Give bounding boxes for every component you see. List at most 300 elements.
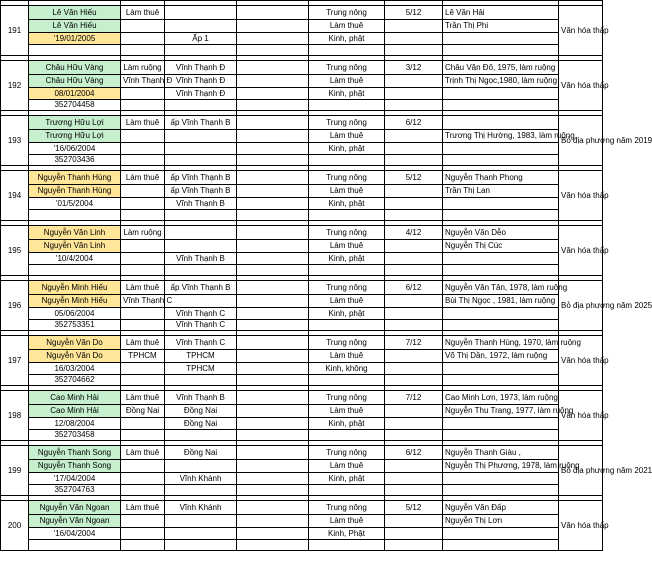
name-cell[interactable]: 352704763 (29, 485, 121, 496)
parent-cell[interactable] (443, 198, 559, 210)
address-cell[interactable]: Vĩnh Thạnh Đ (165, 88, 237, 100)
note-cell[interactable]: Văn hóa thấp (559, 501, 603, 551)
status-cell[interactable] (309, 45, 385, 56)
address-cell[interactable]: Vĩnh Thạnh Đ (165, 75, 237, 88)
status-cell[interactable]: Làm thuê (309, 240, 385, 253)
parent-cell[interactable]: Trương Thị Hường, 1983, làm ruộng (443, 130, 559, 143)
parent-cell[interactable]: Võ Thị Dần, 1972, làm ruộng (443, 350, 559, 363)
record-number-cell[interactable]: 195 (1, 226, 29, 276)
month-cell[interactable] (385, 45, 443, 56)
name-cell[interactable] (29, 265, 121, 276)
parent-cell[interactable]: Nguyễn Văn Đấp (443, 501, 559, 515)
month-cell[interactable] (385, 155, 443, 166)
month-cell[interactable]: 7/12 (385, 336, 443, 350)
address-cell[interactable]: Đồng Nai (165, 418, 237, 430)
address-cell[interactable]: Vĩnh Thạnh B (165, 253, 237, 265)
status-cell[interactable]: Kinh, Phật (309, 528, 385, 540)
parent-cell[interactable] (443, 308, 559, 320)
note-cell[interactable]: Văn hóa thấp (559, 171, 603, 221)
occupation-cell[interactable] (121, 540, 165, 551)
blank-cell[interactable] (237, 100, 309, 111)
status-cell[interactable]: Trung nông (309, 171, 385, 185)
occupation-cell[interactable]: Làm thuê (121, 171, 165, 185)
name-cell[interactable]: Châu Hữu Vàng (29, 75, 121, 88)
status-cell[interactable]: Kinh, phật (309, 88, 385, 100)
address-cell[interactable] (165, 20, 237, 33)
parent-cell[interactable]: Nguyễn Thị Phương, 1978, làm ruộng (443, 460, 559, 473)
month-cell[interactable] (385, 265, 443, 276)
status-cell[interactable]: Trung nông (309, 391, 385, 405)
occupation-cell[interactable]: Vĩnh Thạnh Đ (121, 75, 165, 88)
name-cell[interactable]: Nguyễn Thanh Hùng (29, 185, 121, 198)
record-number-cell[interactable]: 194 (1, 171, 29, 221)
status-cell[interactable] (309, 375, 385, 386)
occupation-cell[interactable] (121, 418, 165, 430)
blank-cell[interactable] (237, 418, 309, 430)
occupation-cell[interactable] (121, 515, 165, 528)
parent-cell[interactable]: Nguyễn Thị Cúc (443, 240, 559, 253)
status-cell[interactable] (309, 100, 385, 111)
blank-cell[interactable] (237, 198, 309, 210)
name-cell[interactable]: 12/08/2004 (29, 418, 121, 430)
name-cell[interactable]: 16/03/2004 (29, 363, 121, 375)
name-cell[interactable]: 08/01/2004 (29, 88, 121, 100)
name-cell[interactable]: Châu Hữu Vàng (29, 61, 121, 75)
occupation-cell[interactable] (121, 320, 165, 331)
occupation-cell[interactable]: TPHCM (121, 350, 165, 363)
name-cell[interactable]: Nguyễn Văn Ngoan (29, 515, 121, 528)
parent-cell[interactable]: Trịnh Thị Ngọc,1980, làm ruộng (443, 75, 559, 88)
record-number-cell[interactable]: 192 (1, 61, 29, 111)
parent-cell[interactable] (443, 33, 559, 45)
status-cell[interactable] (309, 540, 385, 551)
month-cell[interactable] (385, 210, 443, 221)
parent-cell[interactable] (443, 320, 559, 331)
record-number-cell[interactable]: 200 (1, 501, 29, 551)
blank-cell[interactable] (237, 33, 309, 45)
month-cell[interactable] (385, 143, 443, 155)
name-cell[interactable]: Nguyễn Văn Linh (29, 240, 121, 253)
name-cell[interactable] (29, 210, 121, 221)
status-cell[interactable]: Làm thuê (309, 130, 385, 143)
address-cell[interactable]: Vĩnh Thạnh C (165, 320, 237, 331)
name-cell[interactable]: 05/06/2004 (29, 308, 121, 320)
blank-cell[interactable] (237, 391, 309, 405)
status-cell[interactable] (309, 265, 385, 276)
status-cell[interactable]: Trung nông (309, 61, 385, 75)
parent-cell[interactable] (443, 485, 559, 496)
blank-cell[interactable] (237, 155, 309, 166)
name-cell[interactable]: 352704662 (29, 375, 121, 386)
occupation-cell[interactable]: Làm thuê (121, 336, 165, 350)
status-cell[interactable]: Làm thuê (309, 460, 385, 473)
month-cell[interactable] (385, 418, 443, 430)
parent-cell[interactable]: Lê Văn Hải (443, 6, 559, 20)
blank-cell[interactable] (237, 405, 309, 418)
month-cell[interactable] (385, 320, 443, 331)
month-cell[interactable] (385, 88, 443, 100)
month-cell[interactable] (385, 240, 443, 253)
occupation-cell[interactable]: Làm thuê (121, 6, 165, 20)
note-cell[interactable]: Văn hóa thấp (559, 391, 603, 441)
occupation-cell[interactable]: Vĩnh Thạnh C (121, 295, 165, 308)
address-cell[interactable] (165, 155, 237, 166)
parent-cell[interactable] (443, 253, 559, 265)
blank-cell[interactable] (237, 295, 309, 308)
month-cell[interactable] (385, 20, 443, 33)
address-cell[interactable]: ấp Vĩnh Thạnh B (165, 171, 237, 185)
address-cell[interactable] (165, 226, 237, 240)
address-cell[interactable] (165, 100, 237, 111)
month-cell[interactable] (385, 185, 443, 198)
blank-cell[interactable] (237, 446, 309, 460)
status-cell[interactable] (309, 430, 385, 441)
occupation-cell[interactable] (121, 155, 165, 166)
status-cell[interactable]: Làm thuê (309, 515, 385, 528)
parent-cell[interactable] (443, 155, 559, 166)
status-cell[interactable]: Kinh, phật (309, 473, 385, 485)
status-cell[interactable]: Kinh, phật (309, 33, 385, 45)
address-cell[interactable]: ấp Vĩnh Thạnh B (165, 281, 237, 295)
address-cell[interactable] (165, 485, 237, 496)
note-cell[interactable]: Văn hóa thấp (559, 226, 603, 276)
occupation-cell[interactable] (121, 185, 165, 198)
name-cell[interactable]: Nguyễn Văn Do (29, 350, 121, 363)
name-cell[interactable]: 352703436 (29, 155, 121, 166)
address-cell[interactable]: ấp Vĩnh Thạnh B (165, 116, 237, 130)
occupation-cell[interactable] (121, 430, 165, 441)
blank-cell[interactable] (237, 336, 309, 350)
blank-cell[interactable] (237, 485, 309, 496)
status-cell[interactable]: Kinh, phật (309, 253, 385, 265)
parent-cell[interactable]: Nguyễn Văn Dễo (443, 226, 559, 240)
status-cell[interactable]: Trung nông (309, 281, 385, 295)
month-cell[interactable]: 6/12 (385, 116, 443, 130)
month-cell[interactable] (385, 295, 443, 308)
month-cell[interactable]: 6/12 (385, 281, 443, 295)
month-cell[interactable]: 3/12 (385, 61, 443, 75)
occupation-cell[interactable] (121, 473, 165, 485)
name-cell[interactable] (29, 540, 121, 551)
blank-cell[interactable] (237, 460, 309, 473)
parent-cell[interactable] (443, 430, 559, 441)
parent-cell[interactable]: Châu Văn Đô, 1975, làm ruộng (443, 61, 559, 75)
address-cell[interactable] (165, 45, 237, 56)
address-cell[interactable] (165, 375, 237, 386)
blank-cell[interactable] (237, 253, 309, 265)
address-cell[interactable] (165, 210, 237, 221)
name-cell[interactable]: 352704458 (29, 100, 121, 111)
address-cell[interactable] (165, 515, 237, 528)
month-cell[interactable] (385, 485, 443, 496)
blank-cell[interactable] (237, 320, 309, 331)
occupation-cell[interactable]: Làm thuê (121, 501, 165, 515)
blank-cell[interactable] (237, 210, 309, 221)
status-cell[interactable]: Kinh, phật (309, 308, 385, 320)
name-cell[interactable]: '01/5/2004 (29, 198, 121, 210)
address-cell[interactable]: Đồng Nai (165, 405, 237, 418)
month-cell[interactable] (385, 473, 443, 485)
month-cell[interactable] (385, 33, 443, 45)
name-cell[interactable]: Lê Văn Hiếu (29, 6, 121, 20)
name-cell[interactable]: Lê Văn Hiếu (29, 20, 121, 33)
address-cell[interactable] (165, 430, 237, 441)
occupation-cell[interactable] (121, 100, 165, 111)
blank-cell[interactable] (237, 143, 309, 155)
month-cell[interactable]: 6/12 (385, 446, 443, 460)
address-cell[interactable] (165, 130, 237, 143)
parent-cell[interactable] (443, 528, 559, 540)
blank-cell[interactable] (237, 240, 309, 253)
month-cell[interactable] (385, 460, 443, 473)
address-cell[interactable]: Vĩnh Thạnh Đ (165, 61, 237, 75)
month-cell[interactable] (385, 540, 443, 551)
record-number-cell[interactable]: 196 (1, 281, 29, 331)
parent-cell[interactable]: Nguyễn Văn Tân, 1978, làm ruộng (443, 281, 559, 295)
status-cell[interactable]: Trung nông (309, 226, 385, 240)
blank-cell[interactable] (237, 171, 309, 185)
status-cell[interactable]: Làm thuê (309, 185, 385, 198)
note-cell[interactable]: Văn hóa thấp (559, 336, 603, 386)
status-cell[interactable]: Làm thuê (309, 405, 385, 418)
occupation-cell[interactable]: Làm thuê (121, 446, 165, 460)
parent-cell[interactable] (443, 418, 559, 430)
occupation-cell[interactable]: Đồng Nai (121, 405, 165, 418)
blank-cell[interactable] (237, 226, 309, 240)
name-cell[interactable]: '16/04/2004 (29, 528, 121, 540)
address-cell[interactable] (165, 265, 237, 276)
status-cell[interactable] (309, 320, 385, 331)
name-cell[interactable]: '10/4/2004 (29, 253, 121, 265)
blank-cell[interactable] (237, 350, 309, 363)
parent-cell[interactable] (443, 265, 559, 276)
month-cell[interactable] (385, 375, 443, 386)
note-cell[interactable]: Bỏ địa phương năm 2019 (559, 116, 603, 166)
occupation-cell[interactable] (121, 20, 165, 33)
address-cell[interactable] (165, 540, 237, 551)
month-cell[interactable] (385, 308, 443, 320)
parent-cell[interactable] (443, 210, 559, 221)
record-number-cell[interactable]: 198 (1, 391, 29, 441)
blank-cell[interactable] (237, 540, 309, 551)
month-cell[interactable] (385, 363, 443, 375)
address-cell[interactable]: Vĩnh Khánh (165, 501, 237, 515)
month-cell[interactable] (385, 350, 443, 363)
note-cell[interactable]: Văn hóa thấp (559, 61, 603, 111)
blank-cell[interactable] (237, 20, 309, 33)
occupation-cell[interactable] (121, 210, 165, 221)
blank-cell[interactable] (237, 281, 309, 295)
occupation-cell[interactable] (121, 265, 165, 276)
address-cell[interactable]: Vĩnh Thạnh B (165, 198, 237, 210)
occupation-cell[interactable] (121, 45, 165, 56)
address-cell[interactable]: Vĩnh Thạnh B (165, 391, 237, 405)
occupation-cell[interactable]: Làm thuê (121, 391, 165, 405)
status-cell[interactable] (309, 210, 385, 221)
name-cell[interactable] (29, 45, 121, 56)
note-cell[interactable]: Văn hóa thấp (559, 6, 603, 56)
blank-cell[interactable] (237, 375, 309, 386)
occupation-cell[interactable] (121, 198, 165, 210)
name-cell[interactable]: Nguyễn Thanh Song (29, 460, 121, 473)
month-cell[interactable] (385, 515, 443, 528)
address-cell[interactable]: ấp Vĩnh Thạnh B (165, 185, 237, 198)
address-cell[interactable] (165, 528, 237, 540)
status-cell[interactable] (309, 485, 385, 496)
status-cell[interactable]: Làm thuê (309, 295, 385, 308)
status-cell[interactable]: Trung nông (309, 6, 385, 20)
address-cell[interactable] (165, 295, 237, 308)
parent-cell[interactable] (443, 375, 559, 386)
blank-cell[interactable] (237, 185, 309, 198)
occupation-cell[interactable] (121, 240, 165, 253)
occupation-cell[interactable]: Làm ruộng (121, 226, 165, 240)
address-cell[interactable]: Vĩnh Thạnh C (165, 308, 237, 320)
status-cell[interactable]: Làm thuê (309, 75, 385, 88)
month-cell[interactable] (385, 528, 443, 540)
status-cell[interactable]: Làm thuê (309, 350, 385, 363)
status-cell[interactable]: Kinh, phật (309, 143, 385, 155)
name-cell[interactable]: Cao Minh Hải (29, 391, 121, 405)
status-cell[interactable]: Làm thuê (309, 20, 385, 33)
address-cell[interactable]: Ấp 1 (165, 33, 237, 45)
parent-cell[interactable] (443, 363, 559, 375)
month-cell[interactable]: 5/12 (385, 6, 443, 20)
parent-cell[interactable]: Nguyễn Thị Lơn (443, 515, 559, 528)
occupation-cell[interactable] (121, 460, 165, 473)
month-cell[interactable] (385, 130, 443, 143)
parent-cell[interactable]: Bùi Thị Ngọc , 1981, làm ruộng (443, 295, 559, 308)
parent-cell[interactable]: Nguyễn Thanh Giàu , (443, 446, 559, 460)
blank-cell[interactable] (237, 130, 309, 143)
blank-cell[interactable] (237, 75, 309, 88)
name-cell[interactable]: Trương Hữu Lợi (29, 116, 121, 130)
month-cell[interactable]: 5/12 (385, 501, 443, 515)
month-cell[interactable]: 5/12 (385, 171, 443, 185)
month-cell[interactable] (385, 100, 443, 111)
parent-cell[interactable] (443, 143, 559, 155)
blank-cell[interactable] (237, 265, 309, 276)
occupation-cell[interactable] (121, 88, 165, 100)
parent-cell[interactable]: Nguyễn Thu Trang, 1977, làm ruộng (443, 405, 559, 418)
blank-cell[interactable] (237, 45, 309, 56)
note-cell[interactable]: Bỏ địa phương năm 2021 (559, 446, 603, 496)
name-cell[interactable]: Nguyễn Văn Do (29, 336, 121, 350)
occupation-cell[interactable] (121, 528, 165, 540)
blank-cell[interactable] (237, 61, 309, 75)
blank-cell[interactable] (237, 308, 309, 320)
parent-cell[interactable] (443, 88, 559, 100)
occupation-cell[interactable] (121, 253, 165, 265)
blank-cell[interactable] (237, 88, 309, 100)
address-cell[interactable]: Vĩnh Khánh (165, 473, 237, 485)
status-cell[interactable]: Kinh, không (309, 363, 385, 375)
blank-cell[interactable] (237, 6, 309, 20)
status-cell[interactable]: Kinh, phật (309, 418, 385, 430)
occupation-cell[interactable]: Làm thuê (121, 116, 165, 130)
name-cell[interactable]: Trương Hữu Lợi (29, 130, 121, 143)
occupation-cell[interactable] (121, 33, 165, 45)
name-cell[interactable]: Cao Minh Hải (29, 405, 121, 418)
parent-cell[interactable]: Trần Thị Lan (443, 185, 559, 198)
blank-cell[interactable] (237, 501, 309, 515)
address-cell[interactable] (165, 6, 237, 20)
address-cell[interactable] (165, 460, 237, 473)
status-cell[interactable]: Kinh, phật (309, 198, 385, 210)
name-cell[interactable]: Nguyễn Thanh Song (29, 446, 121, 460)
name-cell[interactable]: Nguyễn Minh Hiếu (29, 295, 121, 308)
name-cell[interactable]: Nguyễn Văn Ngoan (29, 501, 121, 515)
name-cell[interactable]: '19/01/2005 (29, 33, 121, 45)
occupation-cell[interactable] (121, 363, 165, 375)
status-cell[interactable]: Trung nông (309, 336, 385, 350)
parent-cell[interactable]: Cao Minh Lơn, 1973, làm ruộng (443, 391, 559, 405)
status-cell[interactable] (309, 155, 385, 166)
name-cell[interactable]: Nguyễn Văn Linh (29, 226, 121, 240)
name-cell[interactable]: '17/04/2004 (29, 473, 121, 485)
blank-cell[interactable] (237, 116, 309, 130)
record-number-cell[interactable]: 193 (1, 116, 29, 166)
parent-cell[interactable]: Nguyễn Thanh Phong (443, 171, 559, 185)
name-cell[interactable]: '16/06/2004 (29, 143, 121, 155)
parent-cell[interactable] (443, 100, 559, 111)
status-cell[interactable]: Trung nông (309, 446, 385, 460)
parent-cell[interactable] (443, 45, 559, 56)
name-cell[interactable]: Nguyễn Thanh Hùng (29, 171, 121, 185)
month-cell[interactable] (385, 198, 443, 210)
note-cell[interactable]: Bỏ địa phương năm 2025 (559, 281, 603, 331)
blank-cell[interactable] (237, 528, 309, 540)
name-cell[interactable]: 352703458 (29, 430, 121, 441)
status-cell[interactable]: Trung nông (309, 501, 385, 515)
address-cell[interactable]: TPHCM (165, 350, 237, 363)
occupation-cell[interactable]: Làm ruộng (121, 61, 165, 75)
month-cell[interactable] (385, 253, 443, 265)
month-cell[interactable]: 4/12 (385, 226, 443, 240)
parent-cell[interactable]: Nguyễn Thanh Hùng, 1970, làm ruộng (443, 336, 559, 350)
blank-cell[interactable] (237, 473, 309, 485)
parent-cell[interactable]: Trần Thị Phi (443, 20, 559, 33)
occupation-cell[interactable] (121, 130, 165, 143)
name-cell[interactable]: 352753351 (29, 320, 121, 331)
name-cell[interactable]: Nguyễn Minh Hiếu (29, 281, 121, 295)
address-cell[interactable]: Vĩnh Thạnh C (165, 336, 237, 350)
record-number-cell[interactable]: 197 (1, 336, 29, 386)
occupation-cell[interactable]: Làm thuê (121, 281, 165, 295)
parent-cell[interactable] (443, 473, 559, 485)
address-cell[interactable]: TPHCM (165, 363, 237, 375)
record-number-cell[interactable]: 191 (1, 6, 29, 56)
parent-cell[interactable] (443, 540, 559, 551)
month-cell[interactable] (385, 405, 443, 418)
parent-cell[interactable] (443, 116, 559, 130)
address-cell[interactable] (165, 240, 237, 253)
blank-cell[interactable] (237, 515, 309, 528)
occupation-cell[interactable] (121, 143, 165, 155)
occupation-cell[interactable] (121, 485, 165, 496)
month-cell[interactable] (385, 430, 443, 441)
status-cell[interactable]: Trung nông (309, 116, 385, 130)
record-number-cell[interactable]: 199 (1, 446, 29, 496)
blank-cell[interactable] (237, 363, 309, 375)
occupation-cell[interactable] (121, 308, 165, 320)
address-cell[interactable] (165, 143, 237, 155)
blank-cell[interactable] (237, 430, 309, 441)
address-cell[interactable]: Đồng Nai (165, 446, 237, 460)
month-cell[interactable] (385, 75, 443, 88)
occupation-cell[interactable] (121, 375, 165, 386)
month-cell[interactable]: 7/12 (385, 391, 443, 405)
